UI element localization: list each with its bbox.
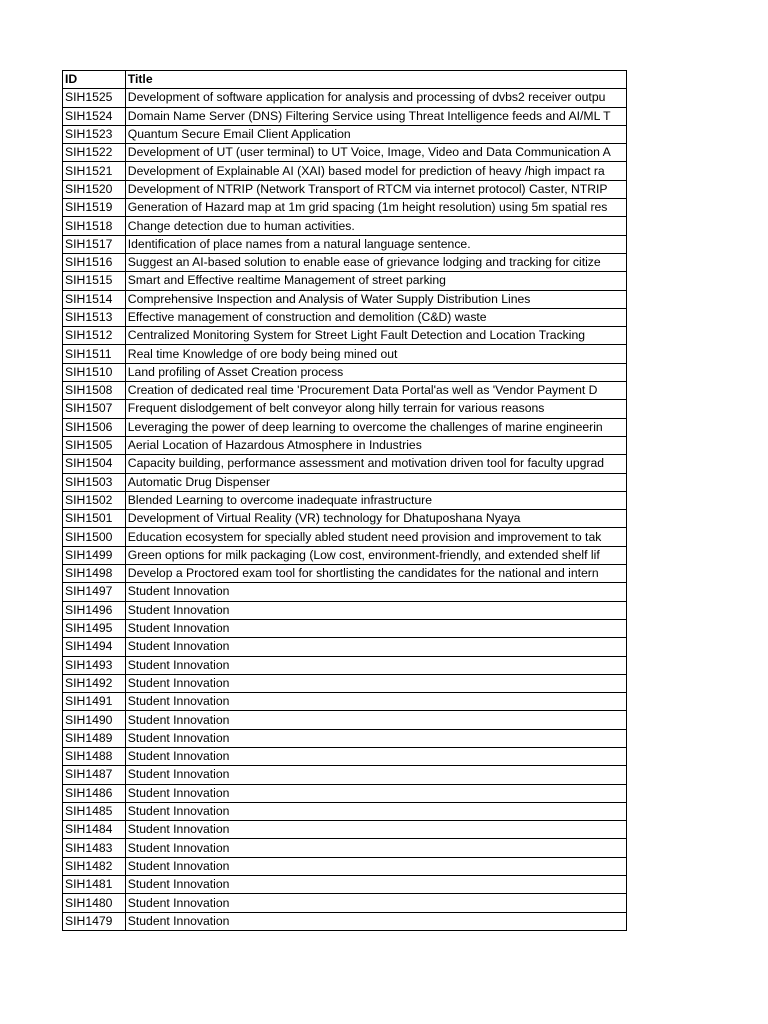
cell-id: SIH1512: [63, 327, 126, 345]
cell-id: SIH1516: [63, 253, 126, 271]
cell-id: SIH1520: [63, 180, 126, 198]
table-row: [63, 876, 627, 894]
table-row: [63, 217, 627, 235]
cell-title: Education ecosystem for specially abled student need provision and improvement to tak: [125, 528, 626, 546]
cell-title: Student Innovation: [125, 619, 626, 637]
table-row: [63, 235, 627, 253]
column-header-id: ID: [63, 71, 126, 89]
header-row: [63, 71, 627, 89]
cell-id: SIH1519: [63, 199, 126, 217]
cell-title: Real time Knowledge of ore body being mined out: [125, 345, 626, 363]
cell-title: Development of Explainable AI (XAI) based model for prediction of heavy /high impact ra: [125, 162, 626, 180]
cell-id: SIH1491: [63, 693, 126, 711]
cell-id: SIH1492: [63, 674, 126, 692]
cell-title: Student Innovation: [125, 857, 626, 875]
cell-id: SIH1515: [63, 272, 126, 290]
table-row: [63, 382, 627, 400]
cell-title: Suggest an AI-based solution to enable ease of grievance lodging and tracking for citize: [125, 253, 626, 271]
table-row: [63, 747, 627, 765]
table-row: [63, 528, 627, 546]
cell-title: Development of software application for analysis and processing of dvbs2 receiver outpu: [125, 89, 626, 107]
table-row: [63, 510, 627, 528]
cell-id: SIH1484: [63, 821, 126, 839]
cell-title: Student Innovation: [125, 638, 626, 656]
cell-id: SIH1503: [63, 473, 126, 491]
table-row: [63, 601, 627, 619]
column-header-title: Title: [125, 71, 626, 89]
cell-title: Quantum Secure Email Client Application: [125, 125, 626, 143]
cell-title: Capacity building, performance assessment and motivation driven tool for faculty upgrad: [125, 455, 626, 473]
cell-id: SIH1483: [63, 839, 126, 857]
cell-title: Comprehensive Inspection and Analysis of Water Supply Distribution Lines: [125, 290, 626, 308]
table-row: [63, 418, 627, 436]
cell-id: SIH1496: [63, 601, 126, 619]
table-header: [63, 71, 627, 89]
table-row: [63, 199, 627, 217]
cell-id: SIH1517: [63, 235, 126, 253]
cell-id: SIH1521: [63, 162, 126, 180]
cell-title: Student Innovation: [125, 876, 626, 894]
cell-id: SIH1511: [63, 345, 126, 363]
table-body: [63, 89, 627, 931]
table-row: [63, 400, 627, 418]
cell-title: Student Innovation: [125, 821, 626, 839]
cell-title: Student Innovation: [125, 912, 626, 930]
cell-id: SIH1508: [63, 382, 126, 400]
cell-id: SIH1522: [63, 144, 126, 162]
cell-id: SIH1524: [63, 107, 126, 125]
table-row: [63, 638, 627, 656]
cell-title: Student Innovation: [125, 601, 626, 619]
table-row: [63, 565, 627, 583]
cell-id: SIH1482: [63, 857, 126, 875]
cell-id: SIH1493: [63, 656, 126, 674]
cell-title: Aerial Location of Hazardous Atmosphere in Industries: [125, 436, 626, 454]
cell-id: SIH1487: [63, 766, 126, 784]
cell-id: SIH1480: [63, 894, 126, 912]
table-row: [63, 693, 627, 711]
cell-title: Student Innovation: [125, 674, 626, 692]
cell-title: Student Innovation: [125, 583, 626, 601]
cell-id: SIH1504: [63, 455, 126, 473]
table-row: [63, 802, 627, 820]
cell-id: SIH1518: [63, 217, 126, 235]
cell-id: SIH1497: [63, 583, 126, 601]
cell-title: Change detection due to human activities.: [125, 217, 626, 235]
cell-id: SIH1481: [63, 876, 126, 894]
cell-title: Development of NTRIP (Network Transport of RTCM via internet protocol) Caster, NTRIP: [125, 180, 626, 198]
table-row: [63, 857, 627, 875]
table-row: [63, 162, 627, 180]
cell-id: SIH1490: [63, 711, 126, 729]
cell-id: SIH1494: [63, 638, 126, 656]
cell-id: SIH1486: [63, 784, 126, 802]
cell-title: Student Innovation: [125, 747, 626, 765]
cell-id: SIH1502: [63, 491, 126, 509]
cell-title: Student Innovation: [125, 729, 626, 747]
cell-title: Student Innovation: [125, 894, 626, 912]
cell-id: SIH1525: [63, 89, 126, 107]
table-row: [63, 144, 627, 162]
table-row: [63, 619, 627, 637]
table-row: [63, 821, 627, 839]
cell-title: Development of UT (user terminal) to UT Voice, Image, Video and Data Communication A: [125, 144, 626, 162]
table-row: [63, 253, 627, 271]
cell-id: SIH1507: [63, 400, 126, 418]
table-row: [63, 290, 627, 308]
cell-title: Smart and Effective realtime Management of street parking: [125, 272, 626, 290]
table-row: [63, 674, 627, 692]
table-row: [63, 729, 627, 747]
cell-title: Land profiling of Asset Creation process: [125, 363, 626, 381]
cell-id: SIH1485: [63, 802, 126, 820]
problem-statements-table: [62, 70, 627, 931]
cell-title: Centralized Monitoring System for Street Light Fault Detection and Location Tracking: [125, 327, 626, 345]
cell-id: SIH1500: [63, 528, 126, 546]
cell-id: SIH1501: [63, 510, 126, 528]
table-row: [63, 455, 627, 473]
table-row: [63, 784, 627, 802]
cell-title: Student Innovation: [125, 656, 626, 674]
table-row: [63, 894, 627, 912]
table-row: [63, 107, 627, 125]
table-row: [63, 363, 627, 381]
cell-id: SIH1498: [63, 565, 126, 583]
table-row: [63, 436, 627, 454]
cell-id: SIH1513: [63, 308, 126, 326]
table-row: [63, 125, 627, 143]
table-row: [63, 473, 627, 491]
cell-id: SIH1489: [63, 729, 126, 747]
cell-id: SIH1495: [63, 619, 126, 637]
table-row: [63, 912, 627, 930]
cell-id: SIH1523: [63, 125, 126, 143]
cell-id: SIH1506: [63, 418, 126, 436]
cell-title: Development of Virtual Reality (VR) technology for Dhatuposhana Nyaya: [125, 510, 626, 528]
table-row: [63, 839, 627, 857]
cell-title: Creation of dedicated real time 'Procurement Data Portal'as well as 'Vendor Payment D: [125, 382, 626, 400]
cell-title: Student Innovation: [125, 839, 626, 857]
cell-title: Green options for milk packaging (Low cost, environment-friendly, and extended shelf lif: [125, 546, 626, 564]
table-row: [63, 308, 627, 326]
table-row: [63, 711, 627, 729]
cell-id: SIH1505: [63, 436, 126, 454]
table-row: [63, 180, 627, 198]
cell-title: Student Innovation: [125, 784, 626, 802]
cell-title: Automatic Drug Dispenser: [125, 473, 626, 491]
table-row: [63, 656, 627, 674]
cell-title: Generation of Hazard map at 1m grid spacing (1m height resolution) using 5m spatial res: [125, 199, 626, 217]
table-row: [63, 766, 627, 784]
cell-title: Frequent dislodgement of belt conveyor along hilly terrain for various reasons: [125, 400, 626, 418]
table-row: [63, 327, 627, 345]
cell-id: SIH1510: [63, 363, 126, 381]
cell-title: Student Innovation: [125, 766, 626, 784]
cell-title: Develop a Proctored exam tool for shortlisting the candidates for the national and intern: [125, 565, 626, 583]
cell-title: Identification of place names from a natural language sentence.: [125, 235, 626, 253]
cell-id: SIH1514: [63, 290, 126, 308]
table-row: [63, 345, 627, 363]
cell-title: Domain Name Server (DNS) Filtering Service using Threat Intelligence feeds and AI/ML T: [125, 107, 626, 125]
table-row: [63, 491, 627, 509]
table-row: [63, 546, 627, 564]
cell-title: Effective management of construction and demolition (C&D) waste: [125, 308, 626, 326]
cell-title: Student Innovation: [125, 802, 626, 820]
cell-id: SIH1499: [63, 546, 126, 564]
table-row: [63, 89, 627, 107]
cell-title: Student Innovation: [125, 711, 626, 729]
cell-id: SIH1488: [63, 747, 126, 765]
table-row: [63, 272, 627, 290]
table-row: [63, 583, 627, 601]
cell-title: Blended Learning to overcome inadequate infrastructure: [125, 491, 626, 509]
cell-title: Leveraging the power of deep learning to overcome the challenges of marine engineerin: [125, 418, 626, 436]
cell-id: SIH1479: [63, 912, 126, 930]
cell-title: Student Innovation: [125, 693, 626, 711]
